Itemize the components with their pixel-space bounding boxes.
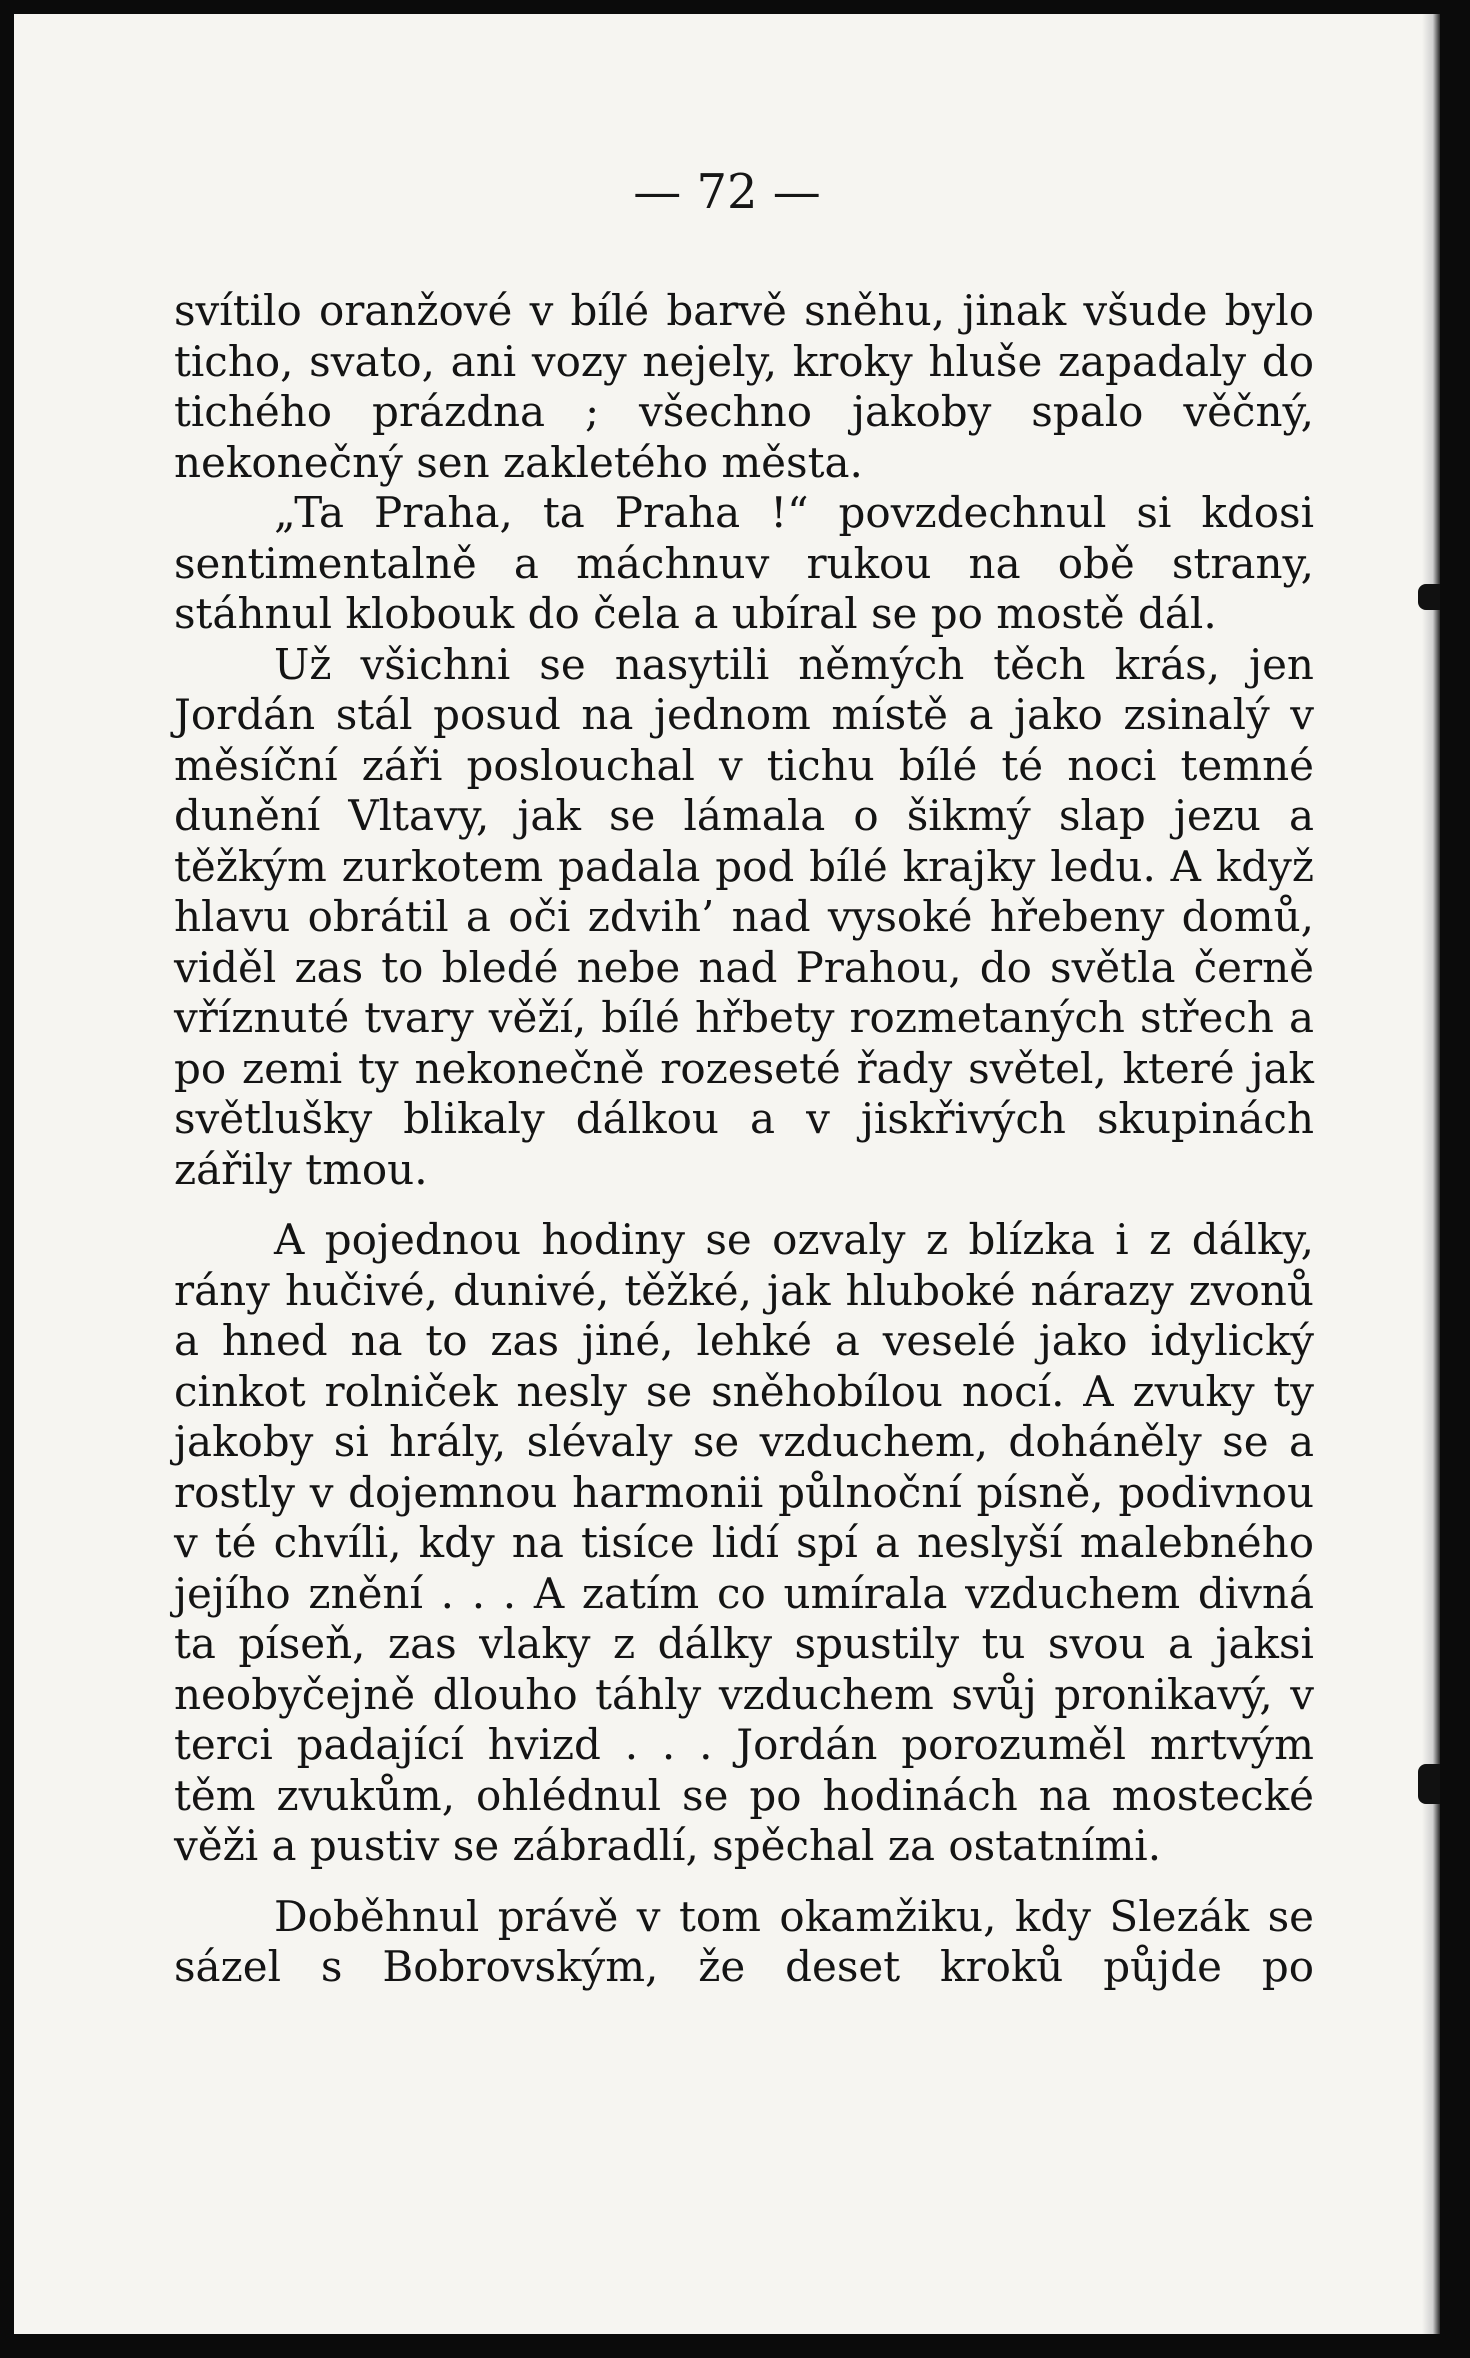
binding-mark bbox=[1418, 584, 1440, 610]
paragraph: svítilo oranžové v bílé barvě sněhu, jinak všude bylo ticho, svato, ani vozy nejely, kroky hluše zapadaly do tichého prázdna ; všechno jakoby spalo věčný, nekonečný sen zakletého města. bbox=[174, 286, 1314, 487]
body-text bbox=[174, 286, 1314, 1993]
page-number: — 72 — bbox=[633, 164, 821, 220]
page-edge-shadow bbox=[1422, 14, 1440, 2334]
paragraph: A pojednou hodiny se ozvaly z blízka i z dálky, rány hučivé, dunivé, těžké, jak hluboké nárazy zvonů a hned na to zas jiné, lehké a veselé jako idylický cinkot rolniček nesly se sněhobílou nocí. A zvuky ty jakoby si hrály, slévaly se vzduchem, doháněly se a rostly v dojemnou harmonii půlnoční písně, podivnou v té chvíli, kdy na tisíce lidí spí a neslyší malebného jejího znění . . . A zatím co umírala vzduchem divná ta píseň, zas vlaky z dálky spustily tu svou a jaksi neobyčejně dlouho táhly vzduchem svůj pronikavý, v terci padající hvizd . . . Jordán porozuměl mrtvým těm zvukům, ohlédnul se po hodinách na mostecké věži a pustiv se zábradlí, spěchal za ostatními. bbox=[174, 1215, 1314, 1870]
binding-mark bbox=[1418, 1764, 1440, 1804]
paragraph: „Ta Praha, ta Praha !“ povzdechnul si kdosi sentimentalně a máchnuv rukou na obě strany, stáhnul klobouk do čela a ubíral se po mostě dál. bbox=[174, 488, 1314, 638]
paragraph: Doběhnul právě v tom okamžiku, kdy Slezák se sázel s Bobrovským, že deset kroků půjde po bbox=[174, 1891, 1314, 1991]
paragraph: Už všichni se nasytili němých těch krás, jen Jordán stál posud na jednom místě a jako zsinalý v měsíční záři poslouchal v tichu bílé té noci temné dunění Vltavy, jak se lámala o šikmý slap jezu a těžkým zurkotem padala pod bílé krajky ledu. A když hlavu obrátil a oči zdvih’ nad vysoké hřebeny domů, viděl zas to bledé nebe nad Prahou, do světla černě vříznuté tvary věží, bílé hřbety rozmetaných střech a po zemi ty nekonečně rozeseté řady světel, které jak světlušky blikaly dálkou a v jiskřivých skupinách zářily tmou. bbox=[174, 639, 1314, 1194]
book-page bbox=[14, 14, 1440, 2334]
